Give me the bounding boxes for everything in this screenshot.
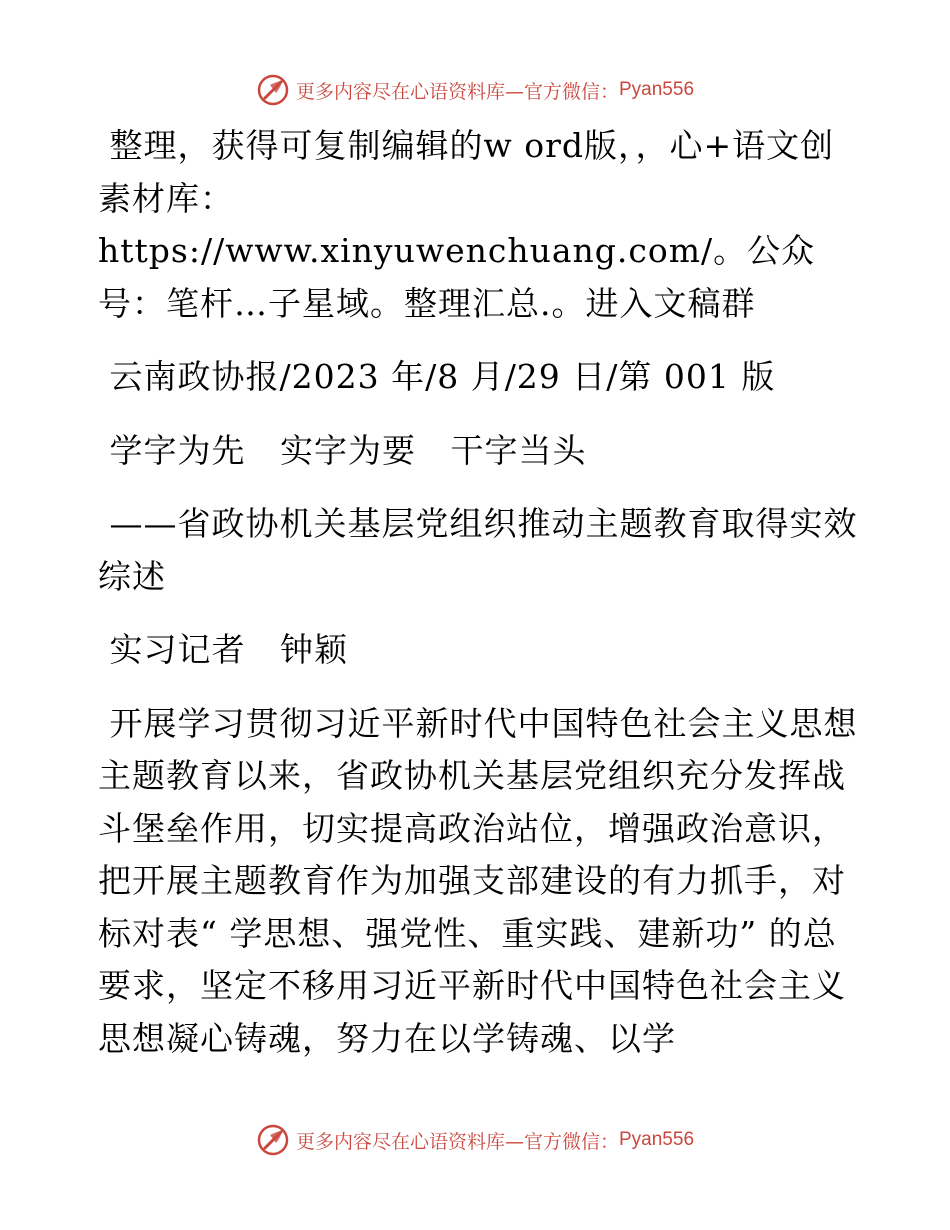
quill-logo-icon	[256, 1123, 290, 1157]
intro-paragraph: 整理，获得可复制编辑的w ord版，，心+语文创素材库：https://www.xinyuwenchuang.com/。公众号：笔杆…子星域。整理汇总.。进入文稿群	[98, 126, 835, 323]
quill-logo-icon	[256, 73, 290, 107]
banner-text: 更多内容尽在心语资料库—	[295, 1130, 524, 1153]
banner-text: 更多内容尽在心语资料库—	[295, 80, 524, 103]
source-line: 云南政协报/2023 年/8 月/29 日/第 001 版	[98, 357, 776, 396]
banner-wechat-id: Pyan556	[619, 1129, 695, 1150]
banner-wechat-id: Pyan556	[619, 79, 695, 100]
article-title: 学字为先 实字为要 干字当头	[98, 430, 587, 470]
footer-watermark	[0, 1120, 950, 1160]
document-body	[98, 120, 858, 1086]
banner-wechat-label: 官方微信：	[523, 80, 619, 103]
byline: 实习记者 钟颖	[98, 630, 348, 669]
header-watermark	[0, 70, 950, 110]
body-paragraph: 开展学习贯彻习近平新时代中国特色社会主义思想主题教育以来，省政协机关基层党组织充分发挥战斗堡垒作用，切实提高政治站位，增强政治意识，把开展主题教育作为加强支部建设的有力抓手，对标对表“ 学思想、强党性、重实践、建新功” 的总要求，坚定不移用习近平新时代中国特色社会主义思想凝心铸魂，努力在以学铸魂、以学	[98, 703, 858, 1058]
article-subtitle: ——省政协机关基层党组织推动主题教育取得实效综述	[98, 504, 858, 596]
banner-wechat-label: 官方微信：	[523, 1130, 619, 1153]
